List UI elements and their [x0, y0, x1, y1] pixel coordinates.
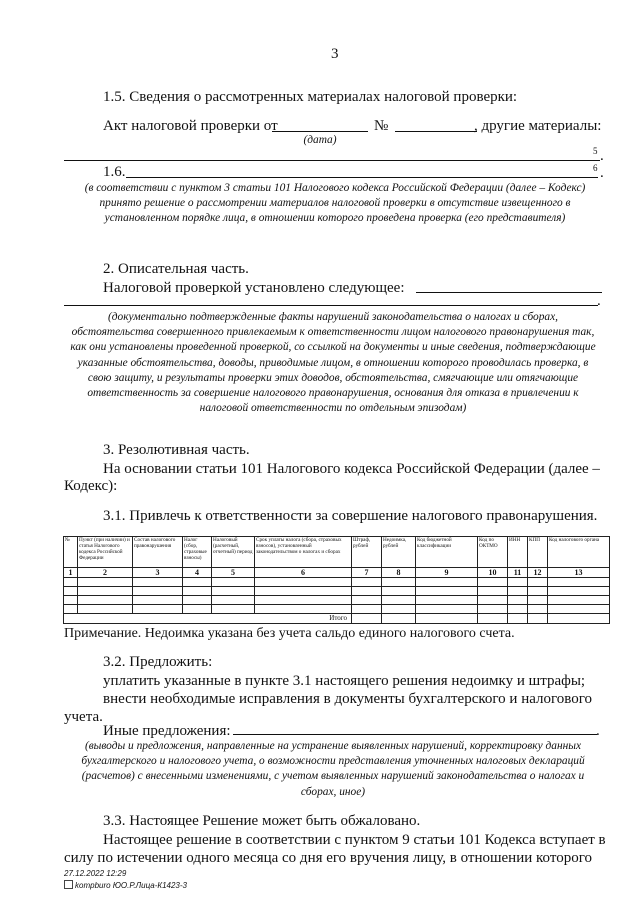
other-proposals-period: .	[596, 723, 600, 739]
section-1-6-line	[126, 177, 598, 178]
table-number-cell: 13	[548, 568, 610, 578]
section-1-6-period: .	[600, 165, 604, 181]
table-header-cell: Состав налогового правонарушения	[133, 537, 183, 568]
table-number-cell: 7	[352, 568, 382, 578]
section-2-note: (документально подтвержденные факты нарушений законодательства о налогах и сборах, обстоятельства совершенного привлекаемым к ответственности лицом налогового правонарушения так, как они установлены проведенной проверкой, со ссылкой на документы и иные сведения, подтверждающие указанные обстоятельства, доводы, приводимые лицом, в отношении которого проводилась проверка, в свою защиту, и результаты проверки этих доводов, обстоятельства, смягчающие или отягчающие ответственность за совершение налогового правонарушения, основания для отказа в привлечении к налоговой ответственности по отдельным эпизодам)	[70, 311, 596, 415]
table-header-cell: №	[64, 537, 78, 568]
established-field	[416, 292, 602, 293]
corrections-line-2: учета.	[64, 709, 103, 725]
table-row	[64, 587, 610, 596]
table-header-cell: Налог (сбор, страховые взносы)	[183, 537, 212, 568]
table-number-cell: 5	[212, 568, 255, 578]
table-header-cell: Код по ОКТМО	[478, 537, 508, 568]
footer-source	[64, 880, 187, 891]
date-hint: (дата)	[303, 134, 337, 146]
table-row	[64, 596, 610, 605]
section-3-1: 3.1. Привлечь к ответственности за совершение налогового правонарушения.	[103, 508, 598, 524]
table-number-cell: 10	[478, 568, 508, 578]
table-header-row	[64, 537, 610, 568]
act-number-field	[395, 131, 477, 132]
act-date-field	[272, 131, 368, 132]
table-header-cell: Штраф, рублей	[352, 537, 382, 568]
table-number-cell: 4	[183, 568, 212, 578]
table-header-cell: Код налогового органа	[548, 537, 610, 568]
basis-line-1: На основании статьи 101 Налогового кодекса Российской Федерации (далее –	[103, 461, 600, 477]
section-2-heading: 2. Описательная часть.	[103, 261, 249, 277]
section-3-3-line-2: силу по истечении одного месяца со дня его вручения лицу, в отношении которого	[64, 850, 592, 866]
table-number-row	[64, 568, 610, 578]
footnote-6: 6	[593, 163, 598, 173]
table-header-cell: ИНН	[508, 537, 528, 568]
basis-line-2: Кодекс):	[64, 478, 118, 494]
footnote-5: 5	[593, 146, 598, 156]
table-number-cell: 6	[255, 568, 352, 578]
materials-period: .	[600, 148, 604, 164]
table-total-row	[64, 614, 610, 624]
established-label: Налоговой проверкой установлено следующее:	[103, 280, 405, 296]
note-line: Примечание. Недоимка указана без учета сальдо единого налогового счета.	[64, 626, 515, 641]
table-row	[64, 605, 610, 614]
section-3-2-heading: 3.2. Предложить:	[103, 654, 213, 670]
materials-line	[64, 160, 600, 161]
footer-date: 27.12.2022 12:29	[64, 869, 127, 878]
table-header-cell: КПП	[528, 537, 548, 568]
table-header-cell: Налоговый (расчетный, отчетный) период	[212, 537, 255, 568]
table-number-cell: 2	[78, 568, 133, 578]
penalty-table	[63, 536, 610, 624]
corrections-line-1: внести необходимые исправления в документы бухгалтерского и налогового	[103, 691, 593, 707]
other-proposals-label: Иные предложения:	[103, 723, 231, 739]
section-1-6-label: 1.6.	[103, 164, 126, 180]
pay-line: уплатить указанные в пункте 3.1 настоящего решения недоимку и штрафы;	[103, 673, 586, 689]
table-number-cell: 11	[508, 568, 528, 578]
document-logo-icon	[64, 880, 73, 889]
table-header-cell: Срок уплаты налога (сбора, страховых взносов), установленный законодательством о налогах и сборах	[255, 537, 352, 568]
table-row	[64, 578, 610, 587]
section-1-5-heading: 1.5. Сведения о рассмотренных материалах налоговой проверки:	[103, 89, 518, 105]
other-materials-label: , другие материалы:	[474, 118, 602, 134]
other-proposals-field	[233, 734, 597, 735]
section-3-3-heading: 3.3. Настоящее Решение может быть обжаловано.	[103, 813, 421, 829]
footer-source-text: kompburo ЮО.Р.Лица-К1423-3	[75, 881, 187, 890]
established-line-2	[64, 305, 598, 306]
section-3-3-line-1: Настоящее решение в соответствии с пунктом 9 статьи 101 Кодекса вступает в	[103, 832, 606, 848]
established-period: .	[597, 293, 601, 309]
table-header-cell: Недоимка, рублей	[382, 537, 416, 568]
table-number-cell: 8	[382, 568, 416, 578]
section-3-heading: 3. Резолютивная часть.	[103, 442, 250, 458]
table-number-cell: 1	[64, 568, 78, 578]
num-sign: №	[374, 118, 389, 134]
section-1-6-note: (в соответствии с пунктом 3 статьи 101 Налогового кодекса Российской Федерации (далее – Кодекс) принято решение о рассмотрении материалов налоговой проверки в отсутствие извещенного в установленном порядке лица, в отношении которого проведена проверка (его представителя)	[84, 182, 586, 225]
table-header-cell: Пункт (при наличии) и статья Налогового кодекса Российской Федерации	[78, 537, 133, 568]
page-number: 3	[331, 46, 339, 62]
table-number-cell: 3	[133, 568, 183, 578]
table-number-cell: 9	[416, 568, 478, 578]
table-number-cell: 12	[528, 568, 548, 578]
section-3-2-note: (выводы и предложения, направленные на устранение выявленных нарушений, корректировку данных бухгалтерского и налогового учета, о возможности представления уточненных налоговых деклараций (расчетов) с внесенными изменениями, с учетом выявленных нарушений законодательства о налогах и сборах, иное)	[81, 740, 585, 798]
table-total-label: Итого	[64, 614, 352, 624]
table-header-cell: Код бюджетной классификации	[416, 537, 478, 568]
act-label: Акт налоговой проверки от	[103, 118, 278, 134]
